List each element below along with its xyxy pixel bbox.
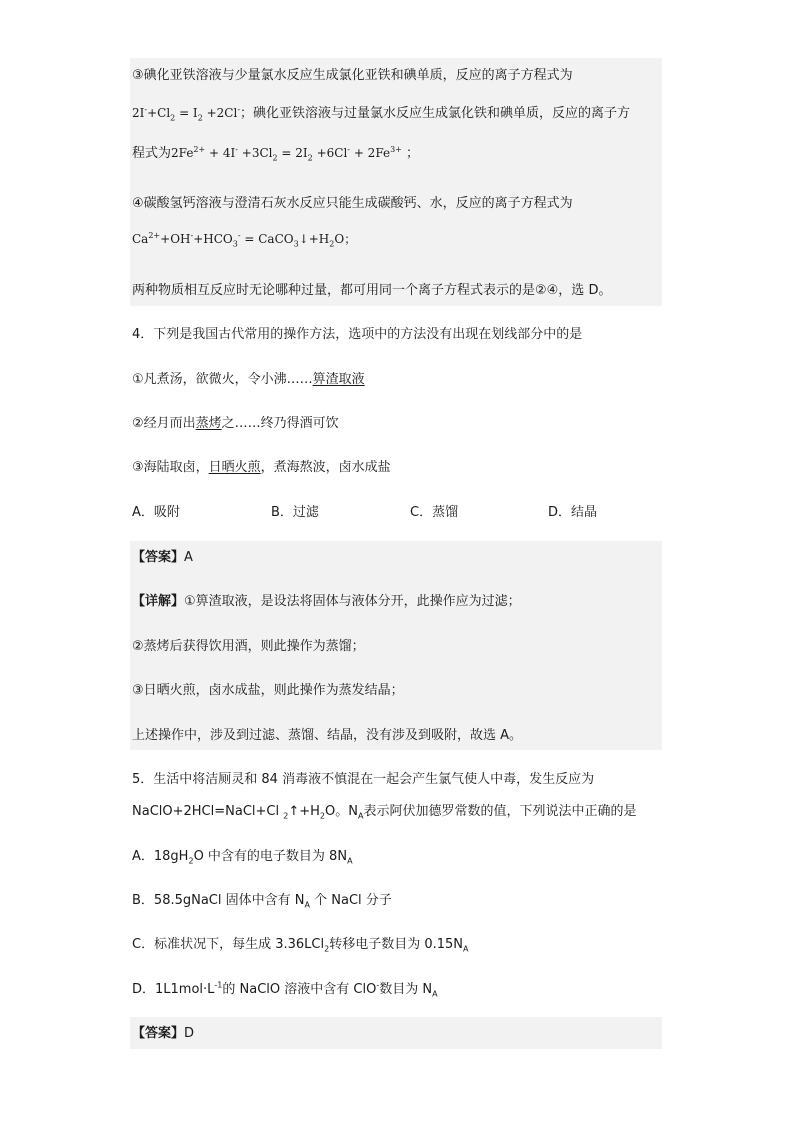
q4-item-2: ②经月而出蒸烤之……终乃得酒可饮 [132,416,339,431]
underlined-phrase: 日晒火煎 [208,460,261,475]
q4-detail-4: 上述操作中，涉及到过滤、蒸馏、结晶，没有涉及到吸附，故选 A。 [132,728,523,743]
equation-2: $2Fe^{2+} + 4I^- +3Cl_2 = 2I_2 +6Cl^- + 2Fe^{3+}$ [171,145,402,163]
explanation-block [130,58,662,306]
q4-item-3: ③海陆取卤，日晒火煎，煮海熬波，卤水成盐 [132,460,391,475]
q4-item-1: ①凡煮汤，欲微火，令小沸……箅渣取液 [132,372,365,387]
q4-option-c: C．蒸馏 [410,505,459,520]
underlined-phrase: 蒸烤 [195,416,222,431]
question-5-stem-2: NaClO+2HCl=NaCl+Cl $_2↑+H_2O$。$N_A$表示阿伏加德罗常数的值，下列说法中正确的是 [132,804,637,821]
q5-option-d: D．$1L1mol\cdot L^{-1}$的 NaClO 溶液中含有 ClO-数目为 $N_A$ [132,980,438,999]
q5-option-b: B．58.5gNaCl 固体中含有 $N_A$ 个 NaCl 分子 [132,893,392,910]
equation-line-2: 程式为$2Fe^{2+} + 4I^- +3Cl_2 = 2I_2 +6Cl^- + 2Fe^{3+}$ ； [132,145,420,163]
equation-line-1 [132,104,630,123]
question-5-stem-1: 5．生活中将洁厕灵和 84 消毒液不慎混在一起会产生氯气使人中毒，发生反应为 [132,772,595,787]
q4-detail-3: ③日晒火煎，卤水成盐，则此操作为蒸发结晶； [132,683,404,698]
underlined-phrase: 箅渣取液 [312,372,365,387]
question-4-stem: 4．下列是我国古代常用的操作方法，选项中的方法没有出现在划线部分中的是 [132,327,583,342]
q4-option-a: A．吸附 [132,505,180,520]
equation-3: $Ca^{2+}+OH^-+HCO_3^-$ = $CaCO_3↓+H_2O$； [132,231,357,249]
q5-option-a: A．$18gH_2O$ 中含有的电子数目为 $8N_A$ [132,849,353,866]
q4-detail-1: 【详解】①箅渣取液，是设法将固体与液体分开，此操作应为过滤； [132,594,521,609]
q5-answer: 【答案】D [132,1026,195,1041]
q4-option-d: D．结晶 [548,505,598,520]
conclusion: 两种物质相互反应时无论哪种过量，都可用同一个离子方程式表示的是②④，选 D。 [132,283,612,298]
q4-detail-2: ②蒸烤后获得饮用酒，则此操作为蒸馏； [132,639,365,654]
paragraph-4-intro: ④碳酸氢钙溶液与澄清石灰水反应只能生成碳酸钙、水，反应的离子方程式为 [132,196,573,211]
q5-option-c: C．标准状况下，每生成 3.36LCl$_2$转移电子数目为 $0.15N_A$ [132,937,469,954]
q4-option-b: B．过滤 [271,505,319,520]
equation-1: $2I^-+Cl_2 = I_2 +2Cl^-$ [132,105,241,123]
q4-answer: 【答案】A [132,550,193,565]
answer-block [130,1017,662,1049]
equation-line-3 [132,230,356,249]
paragraph-3-intro: ③碘化亚铁溶液与少量氯水反应生成氯化亚铁和碘单质，反应的离子方程式为 [132,68,573,83]
equation-line-1-text: ；碘化亚铁溶液与过量氯水反应生成氯化铁和碘单质，反应的离子方 [240,106,631,121]
